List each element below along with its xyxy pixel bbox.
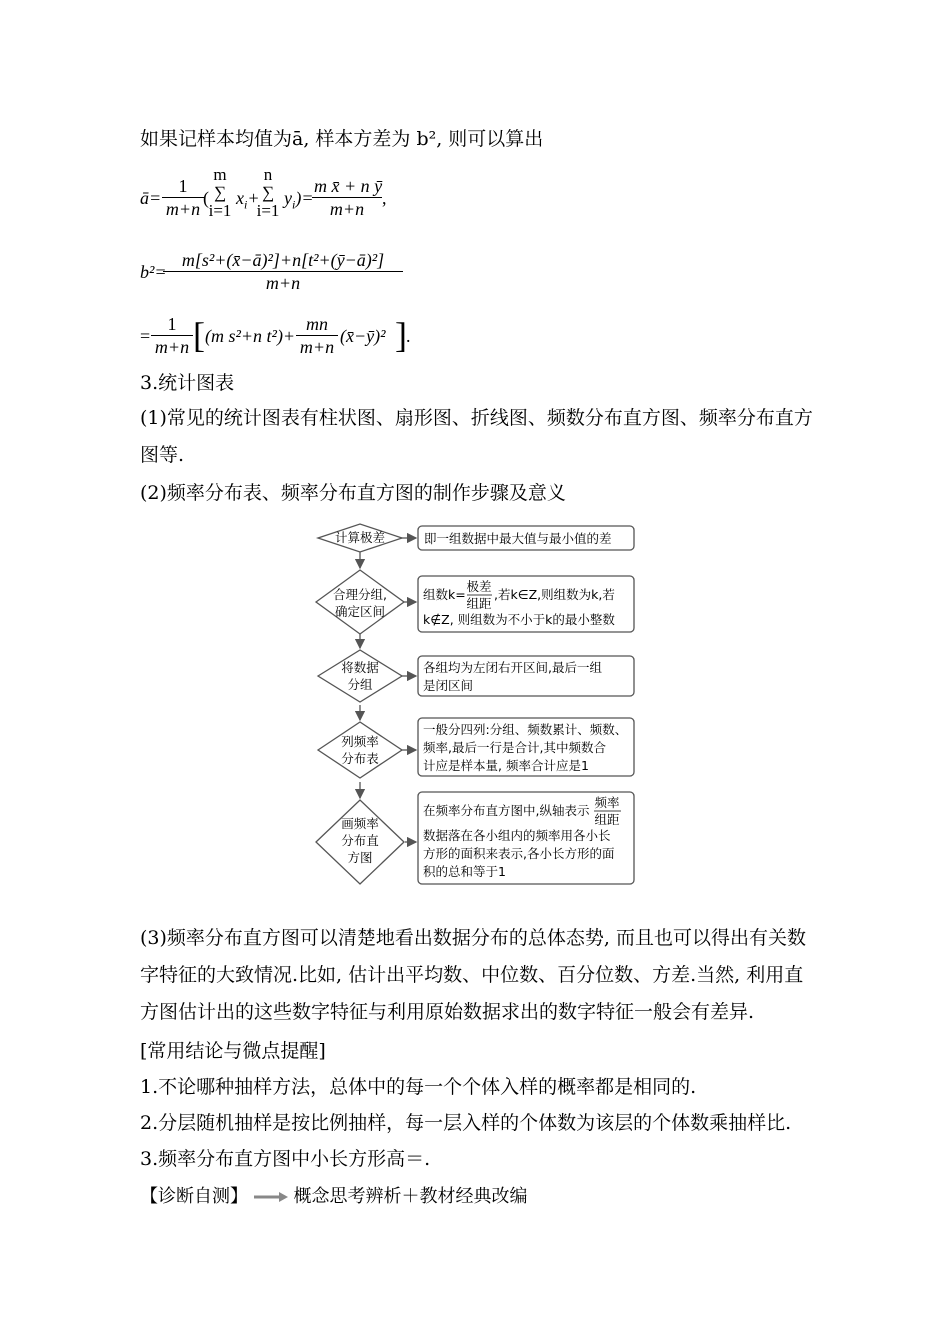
x-i: $x_i+$	[236, 188, 260, 212]
sum-x: m ∑ i=1	[208, 165, 232, 220]
desc2-text-b: ,若k∈Z,则组数为k,若	[494, 587, 615, 602]
conclusion-1: 1.不论哪种抽样方法，总体中的每一个个体入样的概率都是相同的.	[140, 1076, 697, 1098]
fraction-one-over-mn-2: $\frac{1}{m+n}$	[151, 314, 193, 358]
step5-label-2: 分布直	[341, 833, 379, 848]
right-bracket: ]	[395, 315, 407, 355]
step3-label-1: 将数据	[341, 660, 379, 675]
step4-diamond	[318, 722, 402, 778]
paragraph-3: (3)频率分布直方图可以清楚地看出数据分布的总体态势, 而且也可以得出有关数字特征的大致情况.比如, 估计出平均数、中位数、百分位数、方差.当然, 利用直方图估计出的这些数字特征与利用原始数据求出的数字特征一般会有差异.	[140, 927, 806, 1023]
desc5-line-1: 数据落在各小组内的频率用各小长	[423, 828, 611, 843]
footer-line	[140, 1186, 527, 1208]
comma: ,	[382, 188, 387, 208]
step2-label-2: 确定区间	[334, 604, 386, 619]
fraction-variance: $\frac{\text{m[s²+(x̄−ā)²]+n[t²+(ȳ−ā)²]}}{m+n}$	[163, 250, 403, 294]
step2-diamond	[316, 570, 404, 634]
bracket-part1: (m s²+n t²)+	[205, 326, 296, 346]
desc5-line-2: 方形的面积来表示,各小长方形的面	[423, 846, 615, 861]
fraction-mn-over-mn: $\frac{mn}{m+n}$	[296, 314, 338, 358]
period: .	[406, 326, 411, 346]
arrow-icon	[254, 1192, 288, 1202]
desc5-line-3: 积的总和等于1	[423, 864, 506, 879]
desc2-text-a: 组数k=	[423, 587, 466, 602]
flowchart	[310, 520, 640, 892]
desc2-text-c: k∉Z, 则组数为不小于k的最小整数	[423, 612, 615, 627]
footer-text: 概念思考辨析＋教材经典改编	[293, 1186, 528, 1207]
footer-label: 【诊断自测】	[140, 1186, 248, 1207]
equals-sign: =	[140, 326, 151, 346]
step4-label-2: 分布表	[341, 751, 379, 766]
step5-label-1: 画频率	[341, 816, 379, 831]
desc5-frac-num: 频率	[594, 795, 620, 810]
desc1-text: 即一组数据中最大值与最小值的差	[424, 531, 612, 546]
desc5-frac-den: 组距	[594, 812, 620, 827]
step3-label-2: 分组	[347, 677, 373, 692]
b2-lhs: b²=	[140, 262, 167, 282]
paragraph-1: (1)常见的统计图表有柱状图、扇形图、折线图、频数分布直方图、频率分布直方图等.	[140, 407, 813, 466]
desc4-line-2: 频率,最后一行是合计,其中频数合	[423, 740, 606, 755]
paren-open: (	[203, 188, 209, 208]
sum-y: n ∑ i=1	[256, 165, 280, 220]
step2-label-1: 合理分组,	[333, 587, 387, 602]
section-title: 3.统计图表	[140, 372, 235, 394]
desc5-text-a: 在频率分布直方图中,纵轴表示	[423, 803, 590, 818]
fraction-one-over-mn: $\frac{1}{m+n}$	[162, 176, 204, 220]
step5-label-3: 方图	[347, 850, 373, 865]
desc3-line-2: 是闭区间	[423, 678, 474, 693]
conclusions-heading: [常用结论与微点提醒]	[140, 1040, 326, 1062]
desc2-frac-num: 极差	[466, 579, 492, 594]
desc4-line-3: 计应是样本量, 频率合计应是1	[423, 758, 589, 773]
step4-label-1: 列频率	[341, 734, 379, 749]
fraction-mean: $\frac{\text{m x̄ + n ȳ}}{m+n}$	[314, 176, 383, 219]
y-i: $y_i)=$	[284, 188, 314, 212]
desc4-line-1: 一般分四列:分组、频数累计、频数、	[423, 722, 628, 737]
conclusion-3: 3.频率分布直方图中小长方形高＝.	[140, 1148, 431, 1170]
desc3-line-1: 各组均为左闭右开区间,最后一组	[423, 660, 602, 675]
step1-label: 计算极差	[334, 530, 386, 545]
abar-lhs: ā=	[140, 188, 162, 208]
left-bracket: [	[193, 315, 205, 355]
intro-text: 如果记样本均值为ā, 样本方差为 b², 则可以算出	[140, 128, 544, 150]
paragraph-2: (2)频率分布表、频率分布直方图的制作步骤及意义	[140, 482, 566, 504]
desc2-frac-den: 组距	[466, 596, 492, 611]
bracket-part2: (x̄−ȳ)²	[340, 326, 386, 346]
step3-diamond	[318, 650, 402, 702]
conclusion-2: 2.分层随机抽样是按比例抽样，每一层入样的个体数为该层的个体数乘抽样比.	[140, 1112, 792, 1134]
